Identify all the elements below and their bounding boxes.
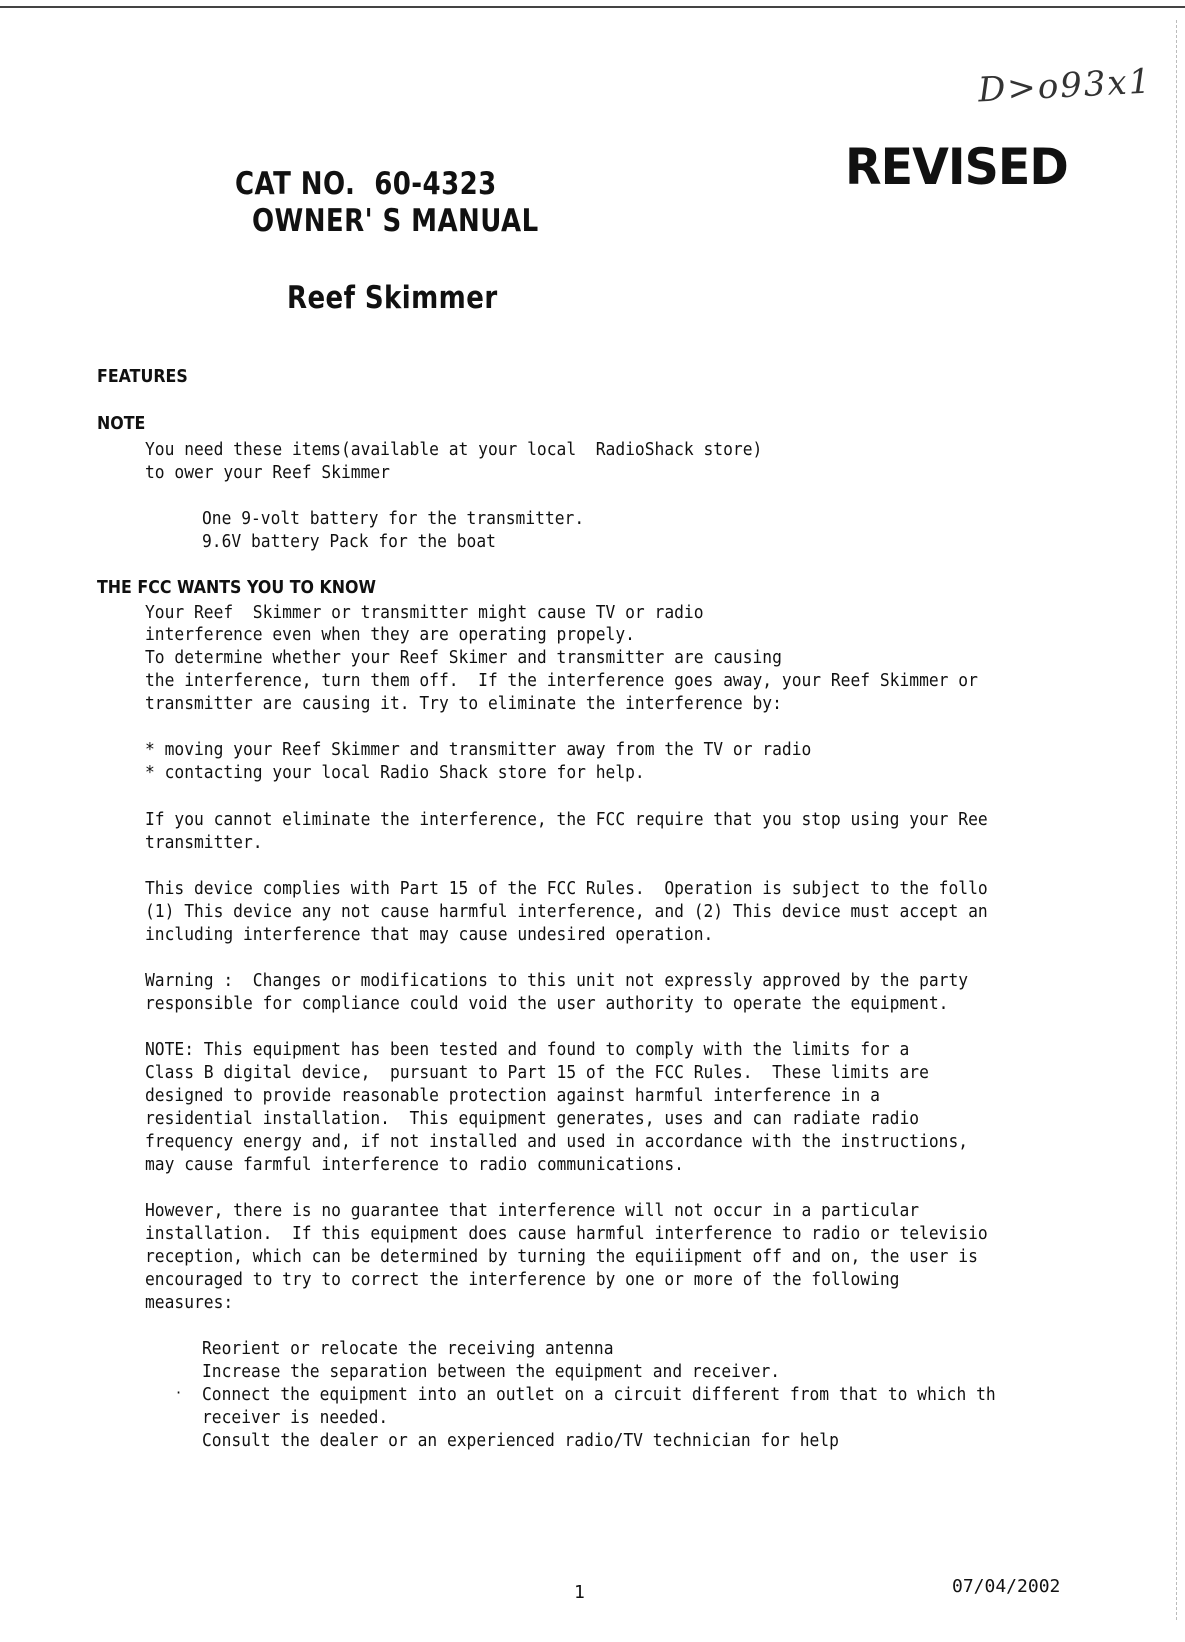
note-heading: NOTE [97,413,146,434]
note-line: You need these items(available at your local RadioShack store) [145,440,763,460]
scan-top-border [0,6,1185,8]
warning-line: Warning : Changes or modifications to this unit not expressly approved by the party [145,971,969,991]
fcc-intro-line: transmitter are causing it. Try to eliminate the interference by: [145,694,782,714]
class-b-line: Class B digital device, pursuant to Part 15 of the FCC Rules. These limits are [145,1063,929,1083]
fcc-intro-line: interference even when they are operating propely. [145,625,635,645]
measure-item: Reorient or relocate the receiving antenna [202,1339,614,1359]
cannot-eliminate-line: transmitter. [145,833,263,853]
page-number: 1 [574,1582,585,1603]
part15-line: This device complies with Part 15 of the FCC Rules. Operation is subject to the follo [145,879,988,899]
measure-item: Increase the separation between the equipment and receiver. [202,1362,781,1382]
remedy-item: * moving your Reef Skimmer and transmitter away from the TV or radio [145,740,812,760]
cannot-eliminate-line: If you cannot eliminate the interference, the FCC require that you stop using your Ree [145,810,988,830]
features-heading: FEATURES [97,366,188,387]
fcc-intro-line: Your Reef Skimmer or transmitter might cause TV or radio [145,603,704,623]
note-line: to ower your Reef Skimmer [145,463,390,483]
handwritten-note: D>o93x1 [977,61,1154,111]
however-line: measures: [145,1293,234,1313]
product-name: Reef Skimmer [287,280,498,316]
note-item: 9.6V battery Pack for the boat [202,532,496,552]
class-b-line: may cause farmful interference to radio communications. [145,1155,684,1175]
note-item: One 9-volt battery for the transmitter. [202,509,585,529]
class-b-line: residential installation. This equipment generates, uses and can radiate radio [145,1109,920,1129]
manual-title: OWNER' S MANUAL [252,203,539,239]
revised-stamp: REVISED [845,138,1068,196]
however-line: However, there is no guarantee that interference will not occur in a particular [145,1201,920,1221]
part15-line: including interference that may cause undesired operation. [145,925,714,945]
however-line: reception, which can be determined by turning the equiiipment off and on, the user is [145,1247,978,1267]
measure-item: receiver is needed. [202,1408,389,1428]
document-date: 07/04/2002 [952,1576,1061,1597]
measure-item: Connect the equipment into an outlet on a circuit different from that to which th [202,1385,996,1405]
class-b-line: frequency energy and, if not installed and used in accordance with the instructions, [145,1132,969,1152]
fcc-intro-line: the interference, turn them off. If the interference goes away, your Reef Skimmer or [145,671,978,691]
fcc-heading: THE FCC WANTS YOU TO KNOW [97,577,376,598]
scan-right-edge [1176,20,1177,1620]
class-b-line: NOTE: This equipment has been tested and found to comply with the limits for a [145,1040,910,1060]
measure-item: Consult the dealer or an experienced radio/TV technician for help [202,1431,839,1451]
class-b-line: designed to provide reasonable protection against harmful interference in a [145,1086,880,1106]
remedy-item: * contacting your local Radio Shack store for help. [145,763,645,783]
catalog-number: CAT NO. 60-4323 [235,166,497,202]
however-line: encouraged to try to correct the interference by one or more of the following [145,1270,900,1290]
part15-line: (1) This device any not cause harmful interference, and (2) This device must accept an [145,902,988,922]
measure-bullet: · [176,1383,182,1402]
warning-line: responsible for compliance could void the user authority to operate the equipment. [145,994,949,1014]
fcc-intro-line: To determine whether your Reef Skimer and transmitter are causing [145,648,782,668]
however-line: installation. If this equipment does cause harmful interference to radio or televisio [145,1224,988,1244]
